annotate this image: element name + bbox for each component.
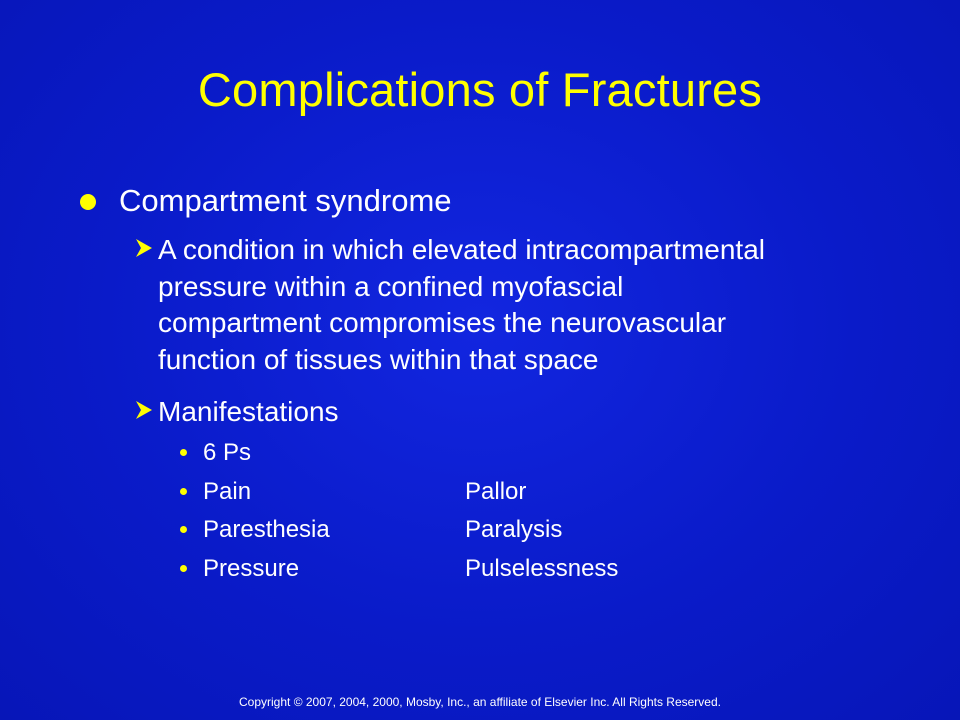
sub-bullet-6ps [180,434,700,472]
sub-bullet-text [203,477,526,507]
column-1: Pain [203,478,252,505]
text-line: A condition in which elevated intracompartmental [158,234,766,265]
column-2: Pulselessness [465,555,619,582]
filled-circle-icon [80,194,96,210]
sub-bullet-text [203,554,618,584]
bullet-manifestations [132,394,892,431]
small-dot-icon [180,565,187,572]
small-dot-icon [180,488,187,495]
copyright-footer: Copyright © 2007, 2004, 2000, Mosby, Inc., an affiliate of Elsevier Inc. All Rights Reserved. [239,695,721,709]
arrowhead-icon [132,236,156,260]
small-dot-icon [180,449,187,456]
column-1: 6 Ps [203,439,252,466]
small-dot-icon [180,526,187,533]
bullet-text [158,394,339,431]
slide-title: Complications of Fractures [197,63,763,116]
column-2: Pallor [465,478,527,505]
text-line: compartment compromises the neurovascular [158,307,727,338]
bullet-compartment-syndrome [80,180,900,222]
sub-bullet-text [203,515,562,545]
sub-bullet-text [203,438,465,468]
sub-bullet-paresthesia-paralysis [180,511,700,549]
text-line: Manifestations [158,396,339,427]
bullet-text [158,232,765,378]
column-1: Pressure [203,555,300,582]
column-2: Paralysis [465,516,563,543]
text-line: function of tissues within that space [158,343,599,375]
text-line: pressure within a confined myofascial [158,270,624,302]
sub-bullet-pain-pallor [180,473,700,511]
arrowhead-icon [132,398,156,422]
column-1: Paresthesia [203,516,330,543]
sub-bullet-pressure-pulselessness [180,550,700,588]
bullet-text: Compartment syndrome [119,183,452,218]
bullet-condition-definition [132,232,892,378]
